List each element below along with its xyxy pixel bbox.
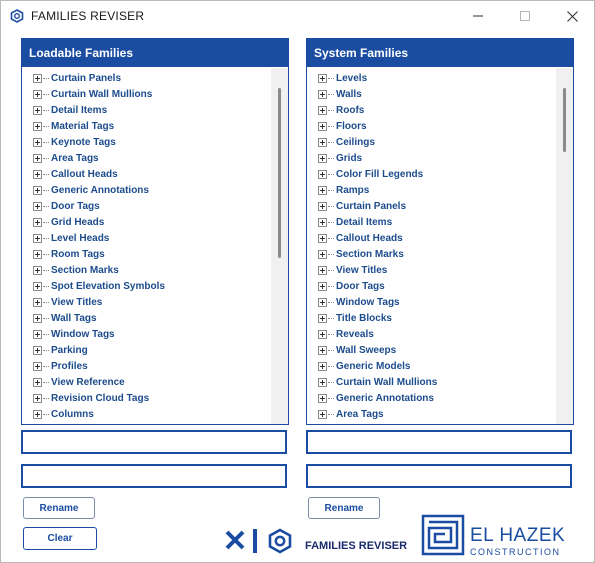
system-rename-button[interactable]: Rename [308, 497, 380, 519]
system-families-scrollbar[interactable] [556, 68, 573, 424]
hexagon-brand-icon [267, 528, 293, 554]
tree-item-label: Ramps [336, 184, 370, 196]
expand-plus-icon[interactable] [33, 74, 42, 83]
tree-item-label: Generic Annotations [336, 392, 434, 404]
tree-connector [328, 222, 334, 223]
expand-plus-icon[interactable] [33, 330, 42, 339]
tree-connector [328, 126, 334, 127]
tree-item[interactable] [23, 166, 269, 182]
expand-plus-icon[interactable] [33, 346, 42, 355]
tree-item[interactable] [23, 70, 269, 86]
tree-item[interactable] [23, 406, 269, 422]
expand-plus-icon[interactable] [318, 186, 327, 195]
clear-button[interactable]: Clear [23, 527, 97, 550]
tree-item[interactable] [23, 134, 269, 150]
tree-item-label: Area Tags [51, 152, 99, 164]
expand-plus-icon[interactable] [33, 282, 42, 291]
expand-plus-icon[interactable] [318, 170, 327, 179]
window-title: FAMILIES REVISER [31, 9, 145, 23]
tree-connector [43, 350, 49, 351]
tree-item[interactable] [23, 230, 269, 246]
tree-item-label: Door Tags [51, 200, 100, 212]
tree-item[interactable] [23, 150, 269, 166]
tree-item-label: Detail Items [51, 104, 108, 116]
tree-connector [328, 286, 334, 287]
close-icon [567, 11, 578, 22]
tree-connector [43, 286, 49, 287]
expand-plus-icon[interactable] [318, 90, 327, 99]
tree-item[interactable] [308, 134, 554, 150]
tree-connector [328, 142, 334, 143]
tree-connector [43, 94, 49, 95]
tree-connector [328, 110, 334, 111]
tree-item[interactable] [308, 294, 554, 310]
expand-plus-icon[interactable] [318, 138, 327, 147]
expand-plus-icon[interactable] [318, 266, 327, 275]
expand-plus-icon[interactable] [33, 170, 42, 179]
expand-plus-icon[interactable] [33, 138, 42, 147]
tree-item[interactable] [308, 262, 554, 278]
loadable-families-scrollbar[interactable] [271, 68, 288, 424]
expand-plus-icon[interactable] [33, 122, 42, 131]
loadable-new-name-input[interactable] [21, 464, 287, 488]
tree-connector [328, 270, 334, 271]
tree-item-label: Walls [336, 88, 362, 100]
minimize-button[interactable] [455, 1, 501, 31]
x-brand-icon [225, 530, 245, 550]
expand-plus-icon[interactable] [318, 154, 327, 163]
expand-plus-icon[interactable] [318, 330, 327, 339]
tree-item-label: Window Tags [51, 328, 115, 340]
tree-item[interactable] [308, 182, 554, 198]
brand-title: FAMILIES REVISER [305, 540, 408, 552]
tree-item-label: Callout Heads [51, 168, 118, 180]
tree-item-label: Section Marks [51, 264, 119, 276]
tree-item-label: Profiles [51, 360, 88, 372]
tree-item[interactable] [308, 310, 554, 326]
tree-connector [43, 270, 49, 271]
brand-divider [253, 529, 257, 553]
tree-item-label: Generic Models [336, 360, 411, 372]
loadable-families-header: Loadable Families [22, 39, 288, 67]
hexagon-app-icon [10, 9, 24, 23]
tree-item[interactable] [308, 102, 554, 118]
tree-item[interactable] [308, 374, 554, 390]
tree-item[interactable] [308, 278, 554, 294]
tree-item[interactable] [308, 358, 554, 374]
loadable-rename-button[interactable]: Rename [23, 497, 95, 519]
tree-item-label: Spot Elevation Symbols [51, 280, 165, 292]
tree-item[interactable] [308, 86, 554, 102]
tree-connector [43, 126, 49, 127]
tree-item-label: Columns [51, 408, 94, 420]
expand-plus-icon[interactable] [318, 74, 327, 83]
tree-item-label: Ceilings [336, 136, 375, 148]
expand-plus-icon[interactable] [318, 362, 327, 371]
tree-item-label: Detail Items [336, 216, 393, 228]
tree-item[interactable] [23, 246, 269, 262]
tree-connector [43, 334, 49, 335]
tree-connector [43, 382, 49, 383]
system-families-header: System Families [307, 39, 573, 67]
system-families-panel [306, 38, 574, 425]
tree-item[interactable] [308, 118, 554, 134]
tree-connector [328, 382, 334, 383]
tree-connector [328, 318, 334, 319]
tree-item[interactable] [23, 86, 269, 102]
tree-connector [328, 78, 334, 79]
tree-item[interactable] [23, 374, 269, 390]
expand-plus-icon[interactable] [318, 410, 327, 419]
tree-connector [43, 190, 49, 191]
tree-connector [328, 302, 334, 303]
maximize-icon [520, 11, 530, 21]
loadable-families-tree[interactable] [23, 70, 269, 422]
scrollbar-thumb[interactable] [563, 88, 566, 152]
tree-item-label: Room Tags [51, 248, 105, 260]
tree-connector [43, 78, 49, 79]
tree-item[interactable] [23, 262, 269, 278]
expand-plus-icon[interactable] [318, 234, 327, 243]
tree-item-label: Material Tags [51, 120, 115, 132]
tree-item[interactable] [308, 214, 554, 230]
expand-plus-icon[interactable] [318, 106, 327, 115]
tree-connector [328, 174, 334, 175]
tree-connector [328, 238, 334, 239]
expand-plus-icon[interactable] [33, 218, 42, 227]
tree-item[interactable] [308, 342, 554, 358]
expand-plus-icon[interactable] [318, 282, 327, 291]
tree-connector [328, 366, 334, 367]
tree-connector [328, 94, 334, 95]
tree-connector [43, 158, 49, 159]
tree-item-label: Curtain Panels [51, 72, 122, 84]
expand-plus-icon[interactable] [33, 394, 42, 403]
expand-plus-icon[interactable] [318, 314, 327, 323]
maximize-button[interactable] [502, 1, 548, 31]
tree-item[interactable] [23, 278, 269, 294]
tree-item[interactable] [23, 102, 269, 118]
expand-plus-icon[interactable] [318, 394, 327, 403]
tree-item-label: View Titles [336, 264, 388, 276]
tree-item-label: Keynote Tags [51, 136, 116, 148]
expand-plus-icon[interactable] [33, 250, 42, 259]
tree-connector [43, 366, 49, 367]
tree-item-label: Revision Cloud Tags [51, 392, 150, 404]
tree-item-label: View Reference [51, 376, 125, 388]
tree-connector [328, 414, 334, 415]
tree-item[interactable] [308, 246, 554, 262]
tree-item-label: Grid Heads [51, 216, 105, 228]
tree-item[interactable] [308, 326, 554, 342]
expand-plus-icon[interactable] [33, 410, 42, 419]
tree-item-label: Parking [51, 344, 88, 356]
tree-item[interactable] [308, 70, 554, 86]
tree-connector [328, 158, 334, 159]
company-subtitle: CONSTRUCTION [470, 547, 561, 557]
tree-connector [328, 206, 334, 207]
system-families-tree[interactable] [308, 70, 554, 422]
tree-connector [43, 222, 49, 223]
title-bar[interactable] [1, 1, 594, 31]
tree-connector [43, 206, 49, 207]
tree-item[interactable] [23, 182, 269, 198]
expand-plus-icon[interactable] [33, 314, 42, 323]
tree-connector [43, 142, 49, 143]
tree-item[interactable] [23, 118, 269, 134]
tree-item[interactable] [23, 310, 269, 326]
tree-item-label: Door Tags [336, 280, 385, 292]
expand-plus-icon[interactable] [33, 266, 42, 275]
tree-item[interactable] [308, 150, 554, 166]
expand-plus-icon[interactable] [318, 378, 327, 387]
expand-plus-icon[interactable] [318, 346, 327, 355]
tree-item-label: Window Tags [336, 296, 400, 308]
tree-item-label: Level Heads [51, 232, 110, 244]
tree-item[interactable] [23, 294, 269, 310]
close-button[interactable] [549, 1, 595, 31]
tree-connector [328, 398, 334, 399]
tree-item-label: Callout Heads [336, 232, 403, 244]
loadable-name-input[interactable] [21, 430, 287, 454]
tree-item-label: Wall Tags [51, 312, 97, 324]
tree-item-label: Curtain Wall Mullions [51, 88, 153, 100]
tree-connector [43, 174, 49, 175]
system-name-input[interactable] [306, 430, 572, 454]
tree-item-label: Color Fill Legends [336, 168, 424, 180]
tree-item-label: Title Blocks [336, 312, 392, 324]
expand-plus-icon[interactable] [33, 378, 42, 387]
tree-connector [43, 318, 49, 319]
tree-item-label: Section Marks [336, 248, 404, 260]
tree-item[interactable] [23, 358, 269, 374]
tree-item-label: Area Tags [336, 408, 384, 420]
tree-item-label: Wall Sweeps [336, 344, 397, 356]
tree-item-label: Roofs [336, 104, 365, 116]
tree-item[interactable] [308, 198, 554, 214]
expand-plus-icon[interactable] [318, 202, 327, 211]
system-new-name-input[interactable] [306, 464, 572, 488]
expand-plus-icon[interactable] [33, 90, 42, 99]
expand-plus-icon[interactable] [33, 362, 42, 371]
tree-connector [328, 334, 334, 335]
expand-plus-icon[interactable] [33, 202, 42, 211]
expand-plus-icon[interactable] [33, 186, 42, 195]
tree-connector [328, 254, 334, 255]
tree-item-label: Reveals [336, 328, 374, 340]
expand-plus-icon[interactable] [33, 234, 42, 243]
el-hazek-logo-icon [421, 514, 465, 556]
tree-item-label: Floors [336, 120, 367, 132]
company-name: EL HAZEK [470, 525, 566, 546]
expand-plus-icon[interactable] [33, 154, 42, 163]
tree-connector [43, 254, 49, 255]
tree-item-label: View Titles [51, 296, 103, 308]
tree-item[interactable] [23, 342, 269, 358]
tree-item[interactable] [23, 390, 269, 406]
loadable-families-panel [21, 38, 289, 425]
tree-connector [43, 238, 49, 239]
tree-item-label: Curtain Panels [336, 200, 407, 212]
minimize-icon [473, 11, 483, 21]
tree-item-label: Generic Annotations [51, 184, 149, 196]
tree-item[interactable] [308, 166, 554, 182]
tree-connector [328, 350, 334, 351]
tree-item-label: Levels [336, 72, 368, 84]
expand-plus-icon[interactable] [33, 106, 42, 115]
tree-item[interactable] [23, 198, 269, 214]
expand-plus-icon[interactable] [318, 298, 327, 307]
tree-item[interactable] [23, 326, 269, 342]
expand-plus-icon[interactable] [318, 250, 327, 259]
tree-item[interactable] [308, 390, 554, 406]
expand-plus-icon[interactable] [318, 122, 327, 131]
tree-item[interactable] [308, 406, 554, 422]
scrollbar-thumb[interactable] [278, 88, 281, 258]
tree-connector [43, 414, 49, 415]
tree-item[interactable] [23, 214, 269, 230]
tree-item[interactable] [308, 230, 554, 246]
tree-connector [43, 302, 49, 303]
tree-connector [43, 398, 49, 399]
expand-plus-icon[interactable] [33, 298, 42, 307]
tree-item-label: Grids [336, 152, 363, 164]
expand-plus-icon[interactable] [318, 218, 327, 227]
tree-connector [328, 190, 334, 191]
tree-item-label: Curtain Wall Mullions [336, 376, 438, 388]
tree-connector [43, 110, 49, 111]
